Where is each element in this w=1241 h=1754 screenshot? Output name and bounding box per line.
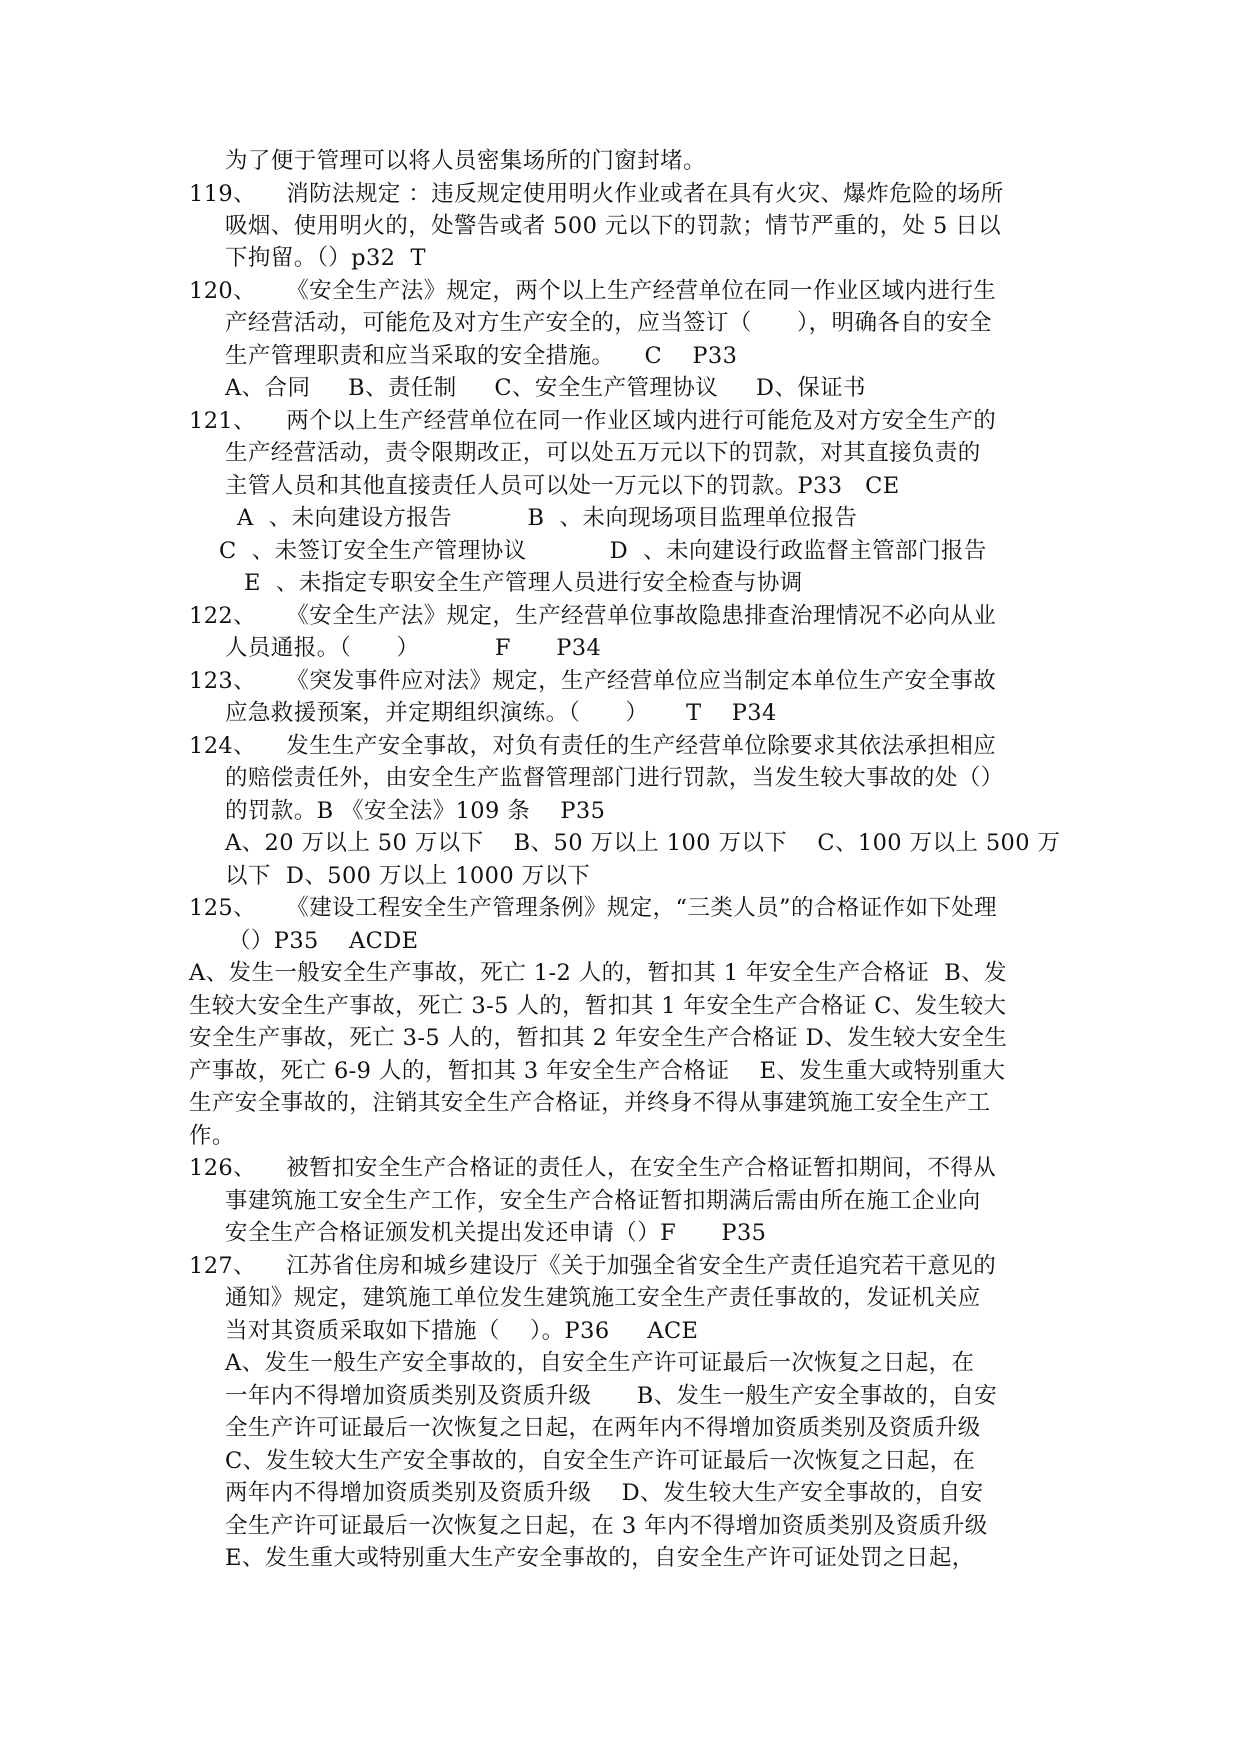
text-line: 下拘留。（）p32 T [225, 245, 426, 271]
options-line: 两年内不得增加资质类别及资质升级 D、发生较大生产安全事故的，自安 [225, 1480, 984, 1506]
options-line: 产事故，死亡 6-9 人的，暂扣其 3 年安全生产合格证 E、发生重大或特别重大 [189, 1058, 1006, 1084]
text-line: 吸烟、使用明火的，处警告或者 500 元以下的罚款；情节严重的，处 5 日以 [225, 213, 1002, 239]
question-line: 120、 《安全生产法》规定，两个以上生产经营单位在同一作业区域内进行生 [189, 278, 997, 304]
question-line: 126、 被暂扣安全生产合格证的责任人，在安全生产合格证暂扣期间，不得从 [189, 1155, 997, 1181]
question-line: 119、 消防法规定 ：违反规定使用明火作业或者在具有火灾、爆炸危险的场所 [189, 181, 1004, 207]
question-line: 122、 《安全生产法》规定，生产经营单位事故隐患排查治理情况不必向从业 [189, 603, 997, 629]
question-line: 123、 《突发事件应对法》规定，生产经营单位应当制定本单位生产安全事故 [189, 668, 997, 694]
text-line: 为了便于管理可以将人员密集场所的门窗封堵。 [225, 148, 706, 174]
options-line: 全生产许可证最后一次恢复之日起，在两年内不得增加资质类别及资质升级 [225, 1415, 981, 1441]
options-line: A 、未向建设方报告 B 、未向现场项目监理单位报告 [237, 505, 858, 531]
text-line: 生产经营活动，责令限期改正，可以处五万元以下的罚款，对其直接负责的 [225, 440, 981, 466]
text-line: 的赔偿责任外，由安全生产监督管理部门进行罚款，当发生较大事故的处（） [225, 765, 1004, 791]
text-line: 产经营活动，可能危及对方生产安全的，应当签订（ ），明确各自的安全 [225, 310, 992, 336]
text-line: 事建筑施工安全生产工作，安全生产合格证暂扣期满后需由所在施工企业向 [225, 1188, 981, 1214]
question-line: 125、 《建设工程安全生产管理条例》规定，“三类人员”的合格证作如下处理 [189, 895, 998, 921]
text-line: 应急救援预案，并定期组织演练。（ ） T P34 [225, 700, 777, 726]
options-line: E 、未指定专职安全生产管理人员进行安全检查与协调 [244, 570, 803, 596]
text-line: 的罚款。B 《安全法》109 条 P35 [225, 798, 606, 824]
text-line: （）P35 ACDE [228, 928, 419, 954]
options-line: C 、未签订安全生产管理协议 D 、未向建设行政监督主管部门报告 [219, 538, 987, 564]
question-line: 127、 江苏省住房和城乡建设厅《关于加强全省安全生产责任追究若干意见的 [189, 1253, 997, 1279]
options-line: E、发生重大或特别重大生产安全事故的，自安全生产许可证处罚之日起， [225, 1545, 975, 1571]
options-line: 作。 [189, 1123, 235, 1149]
options-line: 以下 D、500 万以上 1000 万以下 [225, 863, 591, 889]
options-line: 生较大安全生产事故，死亡 3-5 人的，暂扣其 1 年安全生产合格证 C、发生较大 [189, 993, 1007, 1019]
options-line: A、发生一般安全生产事故，死亡 1-2 人的，暂扣其 1 年安全生产合格证 B、发 [189, 960, 1008, 986]
text-line: 安全生产合格证颁发机关提出发还申请（）F P35 [225, 1220, 767, 1246]
options-line: C、发生较大生产安全事故的，自安全生产许可证最后一次恢复之日起，在 [225, 1448, 976, 1474]
question-line: 121、 两个以上生产经营单位在同一作业区域内进行可能危及对方安全生产的 [189, 408, 997, 434]
text-line: 通知》规定，建筑施工单位发生建筑施工安全生产责任事故的，发证机关应 [225, 1285, 981, 1311]
options-line: 全生产许可证最后一次恢复之日起，在 3 年内不得增加资质类别及资质升级 [225, 1513, 988, 1539]
options-line: 一年内不得增加资质类别及资质升级 B、发生一般生产安全事故的，自安 [225, 1383, 998, 1409]
text-line: 主管人员和其他直接责任人员可以处一万元以下的罚款。P33 CE [225, 473, 900, 499]
text-line: 当对其资质采取如下措施（ ）。P36 ACE [225, 1318, 699, 1344]
options-line: A、合同 B、责任制 C、安全生产管理协议 D、保证书 [225, 375, 866, 401]
options-line: 生产安全事故的，注销其安全生产合格证，并终身不得从事建筑施工安全生产工 [189, 1090, 991, 1116]
text-line: 生产管理职责和应当采取的安全措施。 C P33 [225, 343, 738, 369]
options-line: A、发生一般生产安全事故的，自安全生产许可证最后一次恢复之日起，在 [225, 1350, 975, 1376]
question-line: 124、 发生生产安全事故，对负有责任的生产经营单位除要求其依法承担相应 [189, 733, 997, 759]
options-line: 安全生产事故，死亡 3-5 人的，暂扣其 2 年安全生产合格证 D、发生较大安全生 [189, 1025, 1008, 1051]
text-line: 人员通报。（ ） F P34 [225, 635, 602, 661]
options-line: A、20 万以上 50 万以下 B、50 万以上 100 万以下 C、100 万以上 500 万 [225, 830, 1061, 856]
